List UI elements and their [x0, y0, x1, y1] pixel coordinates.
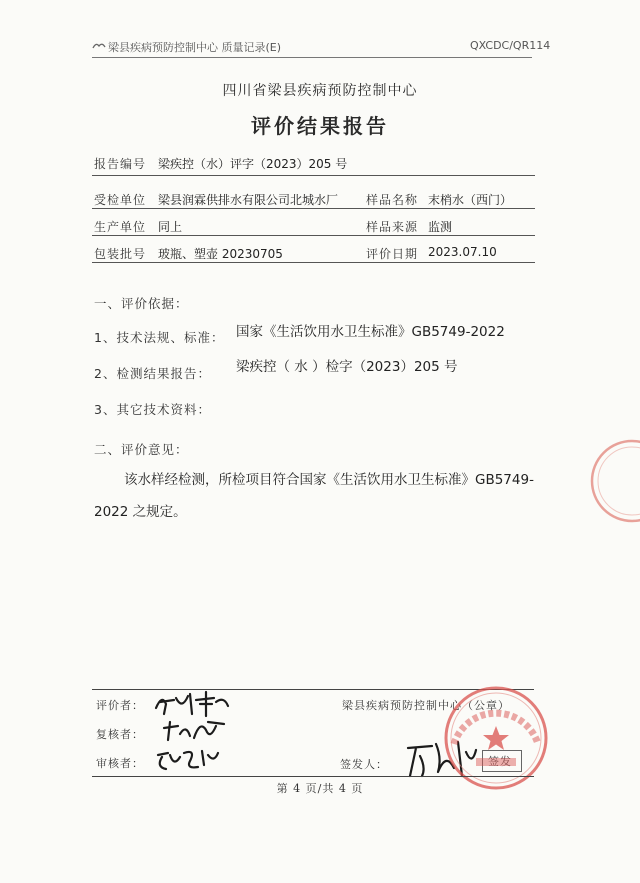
issuer-label: 签发人：	[340, 758, 388, 771]
evaluator-label: 评价者：	[96, 699, 144, 712]
row-rule-3	[92, 262, 535, 263]
basis-item-3-label: 3、其它技术资料：	[94, 402, 211, 417]
sample-source-value: 监测	[428, 220, 453, 234]
page-title: 评价结果报告	[251, 114, 389, 138]
org-seal-caption: 梁县疾病预防控制中心（公章）	[342, 699, 510, 712]
header-rule	[92, 57, 532, 58]
production-unit-value: 同上	[158, 220, 183, 234]
org-title: 四川省梁县疾病预防控制中心	[222, 83, 418, 99]
opinion-heading: 二、评价意见：	[94, 442, 189, 457]
approver-signature	[152, 745, 222, 775]
page-overlap-seal	[572, 436, 640, 526]
sample-name-label: 样品名称	[366, 193, 419, 207]
basis-item-2-value: 梁疾控（ 水 ）检字（2023）205 号	[236, 359, 458, 375]
signature-bottom-rule	[92, 776, 534, 777]
basis-item-2-label: 2、检测结果报告：	[94, 366, 211, 381]
eval-date-label: 评价日期	[366, 247, 419, 261]
row-rule-2	[92, 235, 535, 236]
page-number: 第 4 页/共 4 页	[276, 782, 364, 795]
report-no-label: 报告编号	[94, 157, 147, 171]
sample-name-value: 末梢水（西门）	[428, 193, 513, 207]
evaluator-signature	[152, 688, 232, 718]
header-logo-icon	[92, 40, 106, 49]
opinion-line-1: 该水样经检测，所检项目符合国家《生活饮用水卫生标准》GB5749-	[124, 472, 534, 488]
inspected-unit-value: 梁县润霖供排水有限公司北城水厂	[158, 193, 339, 207]
package-batch-value: 玻瓶、塑壶 20230705	[158, 247, 283, 261]
header-code: QXCDC/QR114	[470, 39, 551, 52]
report-no-rule	[92, 175, 535, 176]
inspected-unit-label: 受检单位	[94, 193, 147, 207]
approver-label: 审核者：	[96, 757, 144, 770]
basis-item-1-value: 国家《生活饮用水卫生标准》GB5749-2022	[236, 324, 505, 340]
basis-heading: 一、评价依据：	[94, 296, 189, 311]
official-seal	[432, 686, 560, 790]
report-no-value: 梁疾控（水）评字（2023）205 号	[158, 157, 348, 171]
opinion-line-2: 2022 之规定。	[94, 504, 187, 520]
reviewer-label: 复核者：	[96, 728, 144, 741]
row-rule-1	[92, 208, 535, 209]
reviewer-signature	[160, 716, 230, 746]
production-unit-label: 生产单位	[94, 220, 147, 234]
eval-date-value: 2023.07.10	[428, 245, 497, 259]
sample-source-label: 样品来源	[366, 220, 419, 234]
header-org-record: 梁县疾病预防控制中心 质量记录(E)	[108, 41, 282, 54]
sign-mark: 签发	[488, 755, 512, 768]
basis-item-1-label: 1、技术法规、标准：	[94, 330, 225, 345]
package-batch-label: 包装批号	[94, 247, 147, 261]
